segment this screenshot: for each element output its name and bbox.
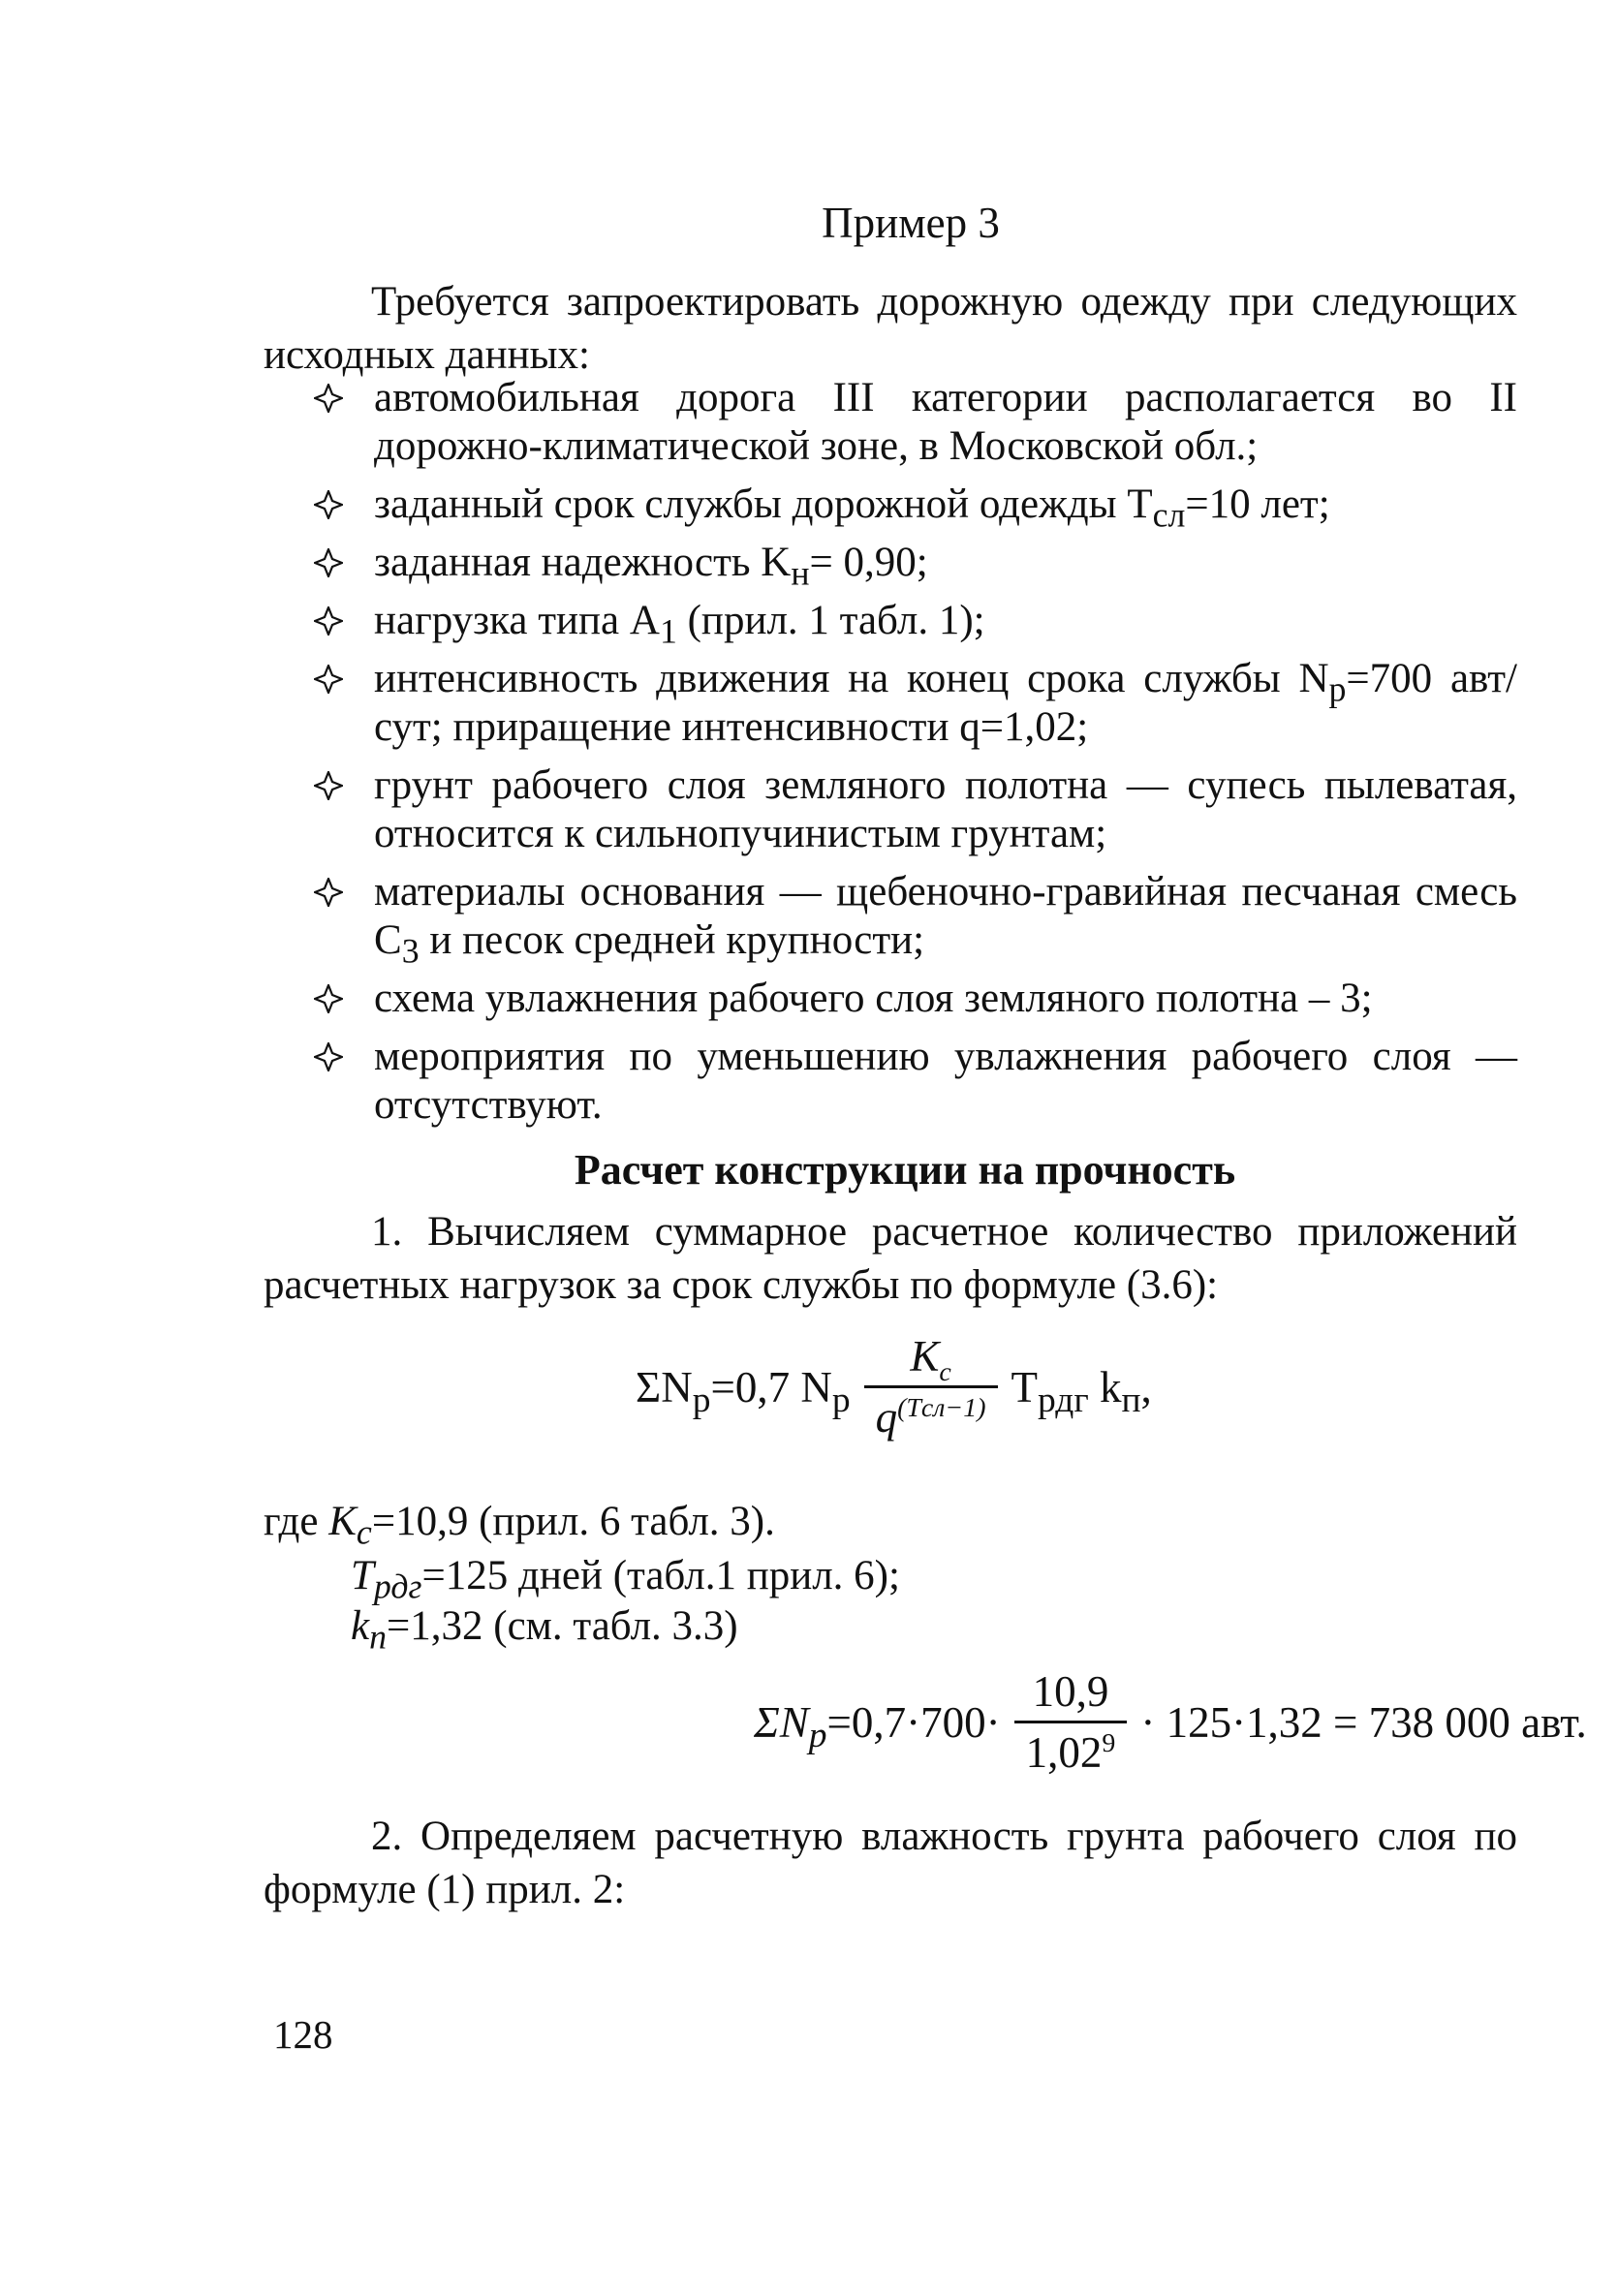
initial-data-list xyxy=(314,374,1517,1139)
where-trdg: $T_{рдг}=125$ дней (табл.1 прил. 6); xyxy=(351,1553,900,1606)
list-item-text: заданный срок службы дорожной одежды T xyxy=(374,481,1153,527)
list-item-text: схема увлажнения рабочего слоя земляного полотна – 3; xyxy=(374,976,1373,1021)
section-title: Расчет конструкции на прочность xyxy=(574,1146,1236,1194)
fraction-numerator: 10,9 xyxy=(1032,1667,1109,1716)
page-number: 128 xyxy=(273,2012,333,2057)
list-item-text: (прил. 1 табл. 1); xyxy=(676,598,985,643)
list-item-text: = 0,90; xyxy=(809,540,928,585)
list-item xyxy=(314,481,1517,535)
step1-paragraph: 1. Вычисляем суммарное расчетное количество приложений расчетных нагрузок за срок службы по формуле (3.6): xyxy=(264,1209,1517,1308)
subscript: сл xyxy=(1152,495,1186,535)
four-point-star-icon xyxy=(314,490,343,519)
step2-paragraph: 2. Определяем расчетную влажность грунта рабочего слоя по формуле (1) прил. 2: xyxy=(264,1814,1517,1912)
formula-calculation xyxy=(754,1666,1587,1778)
formula-trdg: $T_{рдг}$ xyxy=(1011,1362,1089,1420)
example-title: Пример 3 xyxy=(822,199,1000,247)
list-item xyxy=(314,868,1517,971)
where-kn: $k_п=1,32$ (см. табл. 3.3) xyxy=(351,1603,738,1657)
list-item xyxy=(314,975,1517,1023)
subscript: н xyxy=(791,553,810,593)
list-item-text: материалы основания — щебеночно-гравийная песчаная смесь C xyxy=(374,869,1517,963)
subscript: 3 xyxy=(401,931,420,971)
list-item xyxy=(314,539,1517,593)
list-item xyxy=(314,761,1517,858)
list-item xyxy=(314,1033,1517,1130)
list-item-text: интенсивность движения на конец срока службы N xyxy=(374,656,1329,701)
formula-total-loads xyxy=(636,1331,1152,1443)
four-point-star-icon xyxy=(314,1042,343,1071)
formula-coef: =0,7·700· xyxy=(826,1697,1001,1747)
four-point-star-icon xyxy=(314,878,343,907)
formula-result: · 125·1,32 = 738 000 авт. xyxy=(1140,1697,1587,1747)
list-item xyxy=(314,655,1517,752)
list-item-text: мероприятия по уменьшению увлажнения рабочего слоя — отсутствуют. xyxy=(374,1034,1517,1128)
four-point-star-icon xyxy=(314,384,343,413)
where-kc: где $K_c=10,9$ (прил. 6 табл. 3). xyxy=(264,1499,775,1552)
four-point-star-icon xyxy=(314,548,343,577)
formula-lhs: $\Sigma N_р$ xyxy=(636,1362,711,1420)
intro-paragraph: Требуется запроектировать дорожную одежду при следующих исходных данных: xyxy=(264,279,1517,378)
list-item-text: и песок средней крупности; xyxy=(419,917,925,963)
list-item xyxy=(314,374,1517,471)
four-point-star-icon xyxy=(314,984,343,1013)
list-item xyxy=(314,597,1517,651)
four-point-star-icon xyxy=(314,771,343,800)
subscript: 1 xyxy=(659,611,677,651)
formula-lhs: $\Sigma N_p$ xyxy=(754,1697,827,1755)
fraction-denominator: 1,02$^9$ xyxy=(1014,1721,1128,1778)
formula-kn: $k_п$, xyxy=(1099,1362,1152,1420)
list-item-text: автомобильная дорога III категории располагается во II дорожно-климатической зоне, в Московской обл.; xyxy=(374,375,1517,469)
formula-coef: =0,7 $N_р$ xyxy=(710,1362,851,1420)
fraction-denominator: $q^{(Tсл-1)}$ xyxy=(864,1385,998,1443)
formula-fraction xyxy=(1014,1666,1128,1778)
four-point-star-icon xyxy=(314,606,343,636)
list-item-text: нагрузка типа A xyxy=(374,598,660,643)
list-item-text: заданная надежность K xyxy=(374,540,792,585)
subscript: р xyxy=(1328,669,1347,709)
formula-fraction xyxy=(864,1331,998,1443)
list-item-text: =700 авт/сут; приращение интенсивности q=1,02; xyxy=(374,656,1517,750)
list-item-text: грунт рабочего слоя земляного полотна — супесь пылеватая, относится к сильнопучинистым грунтам; xyxy=(374,762,1517,856)
four-point-star-icon xyxy=(314,665,343,694)
list-item-text: =10 лет; xyxy=(1185,481,1330,527)
fraction-numerator: $K_c$ xyxy=(910,1332,951,1387)
